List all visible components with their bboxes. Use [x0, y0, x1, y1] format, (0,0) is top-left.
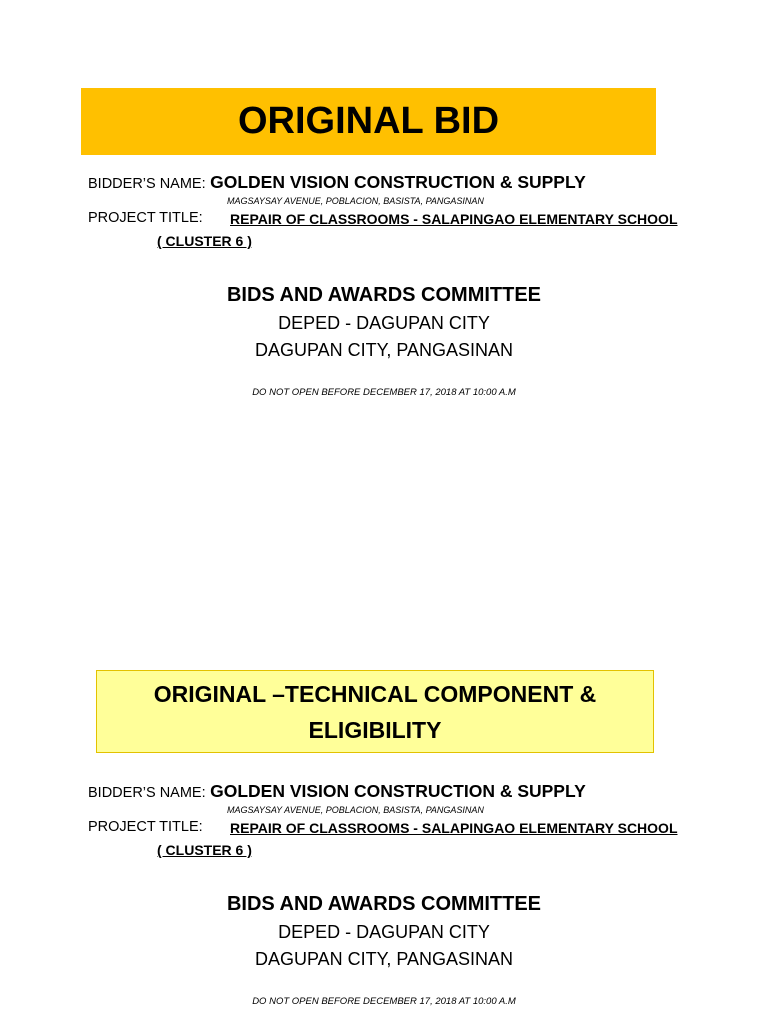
project-title-label: PROJECT TITLE: [88, 819, 203, 835]
bidder-name: GOLDEN VISION CONSTRUCTION & SUPPLY [210, 172, 586, 192]
project-title: REPAIR OF CLASSROOMS - SALAPINGAO ELEMENTARY SCHOOL [230, 820, 678, 836]
project-cluster: ( CLUSTER 6 ) [157, 233, 252, 249]
project-cluster: ( CLUSTER 6 ) [157, 842, 252, 858]
bidder-name-label: BIDDER’S NAME: [88, 176, 206, 192]
opening-notice: DO NOT OPEN BEFORE DECEMBER 17, 2018 AT 10:00 A.M [252, 387, 516, 398]
bidder-name-row [88, 781, 586, 802]
project-title-label: PROJECT TITLE: [88, 210, 203, 226]
bidder-name-row [88, 172, 586, 193]
committee-name: BIDS AND AWARDS COMMITTEE [226, 893, 542, 915]
agency-location: DAGUPAN CITY, PANGASINAN [254, 949, 514, 969]
opening-notice: DO NOT OPEN BEFORE DECEMBER 17, 2018 AT 10:00 A.M [252, 996, 516, 1007]
agency-location: DAGUPAN CITY, PANGASINAN [254, 340, 514, 360]
agency-name: DEPED - DAGUPAN CITY [278, 313, 490, 333]
technical-title-line-2: ELIGIBILITY [308, 716, 442, 743]
agency-name: DEPED - DAGUPAN CITY [278, 922, 490, 942]
bidder-address: MAGSAYSAY AVENUE, POBLACION, BASISTA, PANGASINAN [227, 196, 484, 206]
bidder-address: MAGSAYSAY AVENUE, POBLACION, BASISTA, PANGASINAN [227, 805, 484, 815]
technical-component-label [96, 670, 654, 753]
bidder-name: GOLDEN VISION CONSTRUCTION & SUPPLY [210, 781, 586, 801]
committee-name: BIDS AND AWARDS COMMITTEE [226, 284, 542, 306]
project-title: REPAIR OF CLASSROOMS - SALAPINGAO ELEMENTARY SCHOOL [230, 211, 678, 227]
original-bid-label [81, 88, 656, 155]
bidder-name-label: BIDDER’S NAME: [88, 785, 206, 801]
technical-title-line-1: ORIGINAL –TECHNICAL COMPONENT & [153, 680, 597, 707]
original-bid-title: ORIGINAL BID [237, 100, 500, 142]
